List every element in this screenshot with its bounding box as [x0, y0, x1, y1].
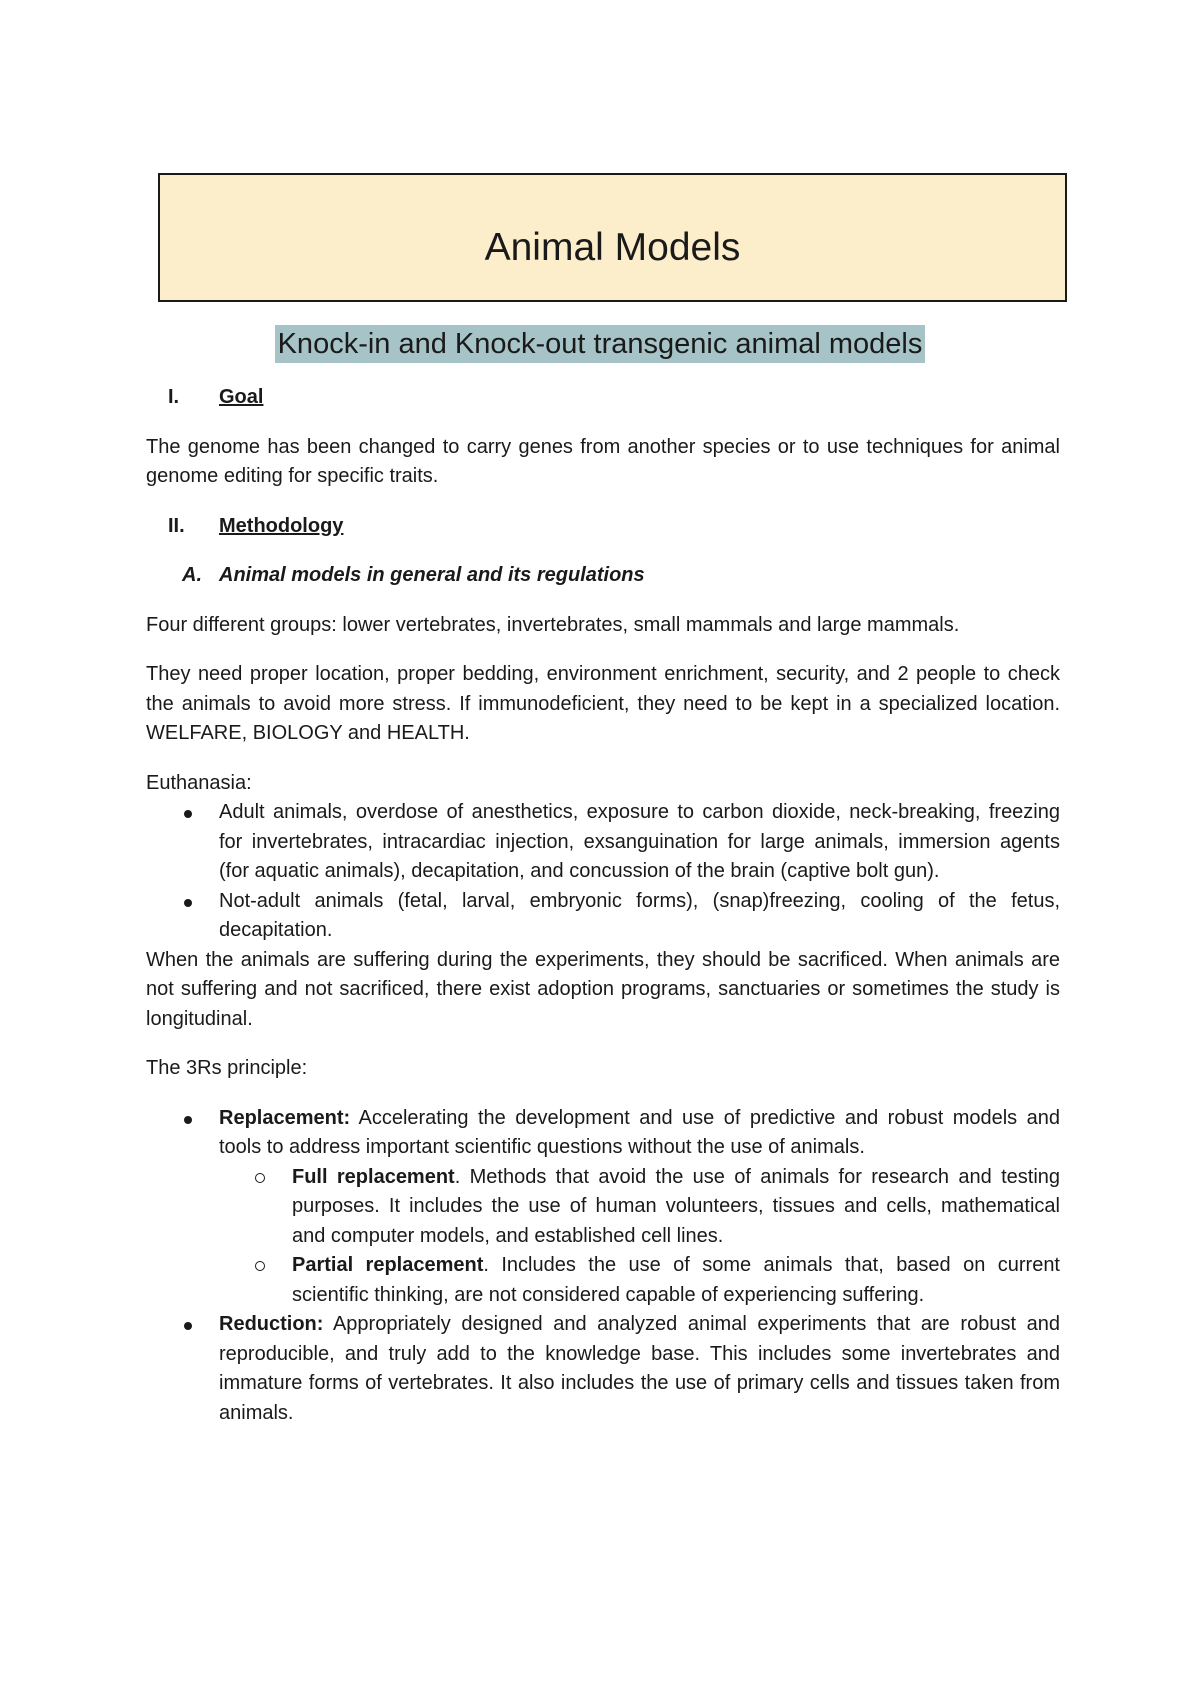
three-rs-label: The 3Rs principle:: [146, 1057, 308, 1079]
subsection-a-heading: [146, 561, 1060, 591]
hollow-bullet-icon: [255, 1261, 265, 1271]
section-methodology-heading: [146, 512, 1060, 542]
document-title: Animal Models: [484, 225, 741, 269]
section-title: Goal: [219, 386, 264, 408]
section-number: I.: [168, 386, 180, 408]
document-body: [146, 383, 1060, 1428]
term-replacement: Replacement:: [219, 1106, 351, 1129]
list-item-text: Not-adult animals (fetal, larval, embryonic forms), (snap)freezing, cooling of the fetus, decapitation.: [219, 889, 1060, 941]
list-item-partial-replacement: [219, 1251, 1060, 1310]
term-reduction: Reduction:: [219, 1313, 324, 1335]
suffering-paragraph: When the animals are suffering during the experiments, they should be sacrificed. When animals are not suffering and not sacrificed, there exist adoption programs, sanctuaries or sometimes the study is longitudinal.: [146, 948, 1060, 1030]
subsection-number: A.: [182, 564, 202, 586]
title-box: [158, 173, 1067, 302]
section-title: Methodology: [219, 514, 344, 537]
list-item: [146, 798, 1060, 887]
bullet-icon: [184, 1322, 192, 1330]
goal-paragraph: The genome has been changed to carry genes from another species or to use techniques for animal genome editing for specific traits.: [146, 435, 1060, 487]
three-rs-list: [146, 1104, 1060, 1429]
replacement-text: Accelerating the development and use of predictive and robust models and tools to address important scientific questions without the use of animals.: [219, 1106, 1060, 1158]
partial-replacement-text: . Includes the use of some animals that, based on current scientific thinking, are not considered capable of experiencing suffering.: [292, 1254, 1060, 1306]
list-item-reduction: [146, 1310, 1060, 1428]
subsection-title: Animal models in general and its regulations: [219, 564, 645, 586]
list-item-replacement: [146, 1104, 1060, 1311]
hollow-bullet-icon: [255, 1173, 265, 1183]
term-partial-replacement: Partial replacement: [292, 1254, 484, 1276]
groups-paragraph: Four different groups: lower vertebrates, invertebrates, small mammals and large mammals.: [146, 613, 960, 636]
reduction-text: Appropriately designed and analyzed animal experiments that are robust and reproducible, and truly add to the knowledge base. This includes some invertebrates and immature forms of vertebrates. It also includes the use of primary cells and tissues taken from animals.: [219, 1313, 1060, 1424]
bullet-icon: [184, 899, 192, 907]
replacement-sublist: [219, 1163, 1060, 1311]
needs-paragraph: They need proper location, proper bedding, environment enrichment, security, and 2 people to check the animals to avoid more stress. If immunodeficient, they need to be kept in a specialized location. WELFARE, BIOLOGY and HEALTH.: [146, 663, 1060, 744]
bullet-icon: [184, 810, 192, 818]
list-item-text: Adult animals, overdose of anesthetics, exposure to carbon dioxide, neck-breaking, freezing for invertebrates, intracardiac injection, exsanguination for large animals, immersion agents (for aquatic animals), decapitation, and concussion of the brain (captive bolt gun).: [219, 801, 1060, 882]
bullet-icon: [184, 1116, 192, 1124]
subtitle-wrap: [0, 325, 1200, 363]
full-replacement-text: . Methods that avoid the use of animals for research and testing purposes. It includes the use of human volunteers, tissues and cells, mathematical and computer models, and established cell lines.: [292, 1165, 1061, 1247]
list-item: [146, 887, 1060, 946]
section-goal-heading: [146, 383, 1060, 413]
section-number: II.: [168, 514, 185, 537]
list-item-full-replacement: [219, 1163, 1060, 1252]
euthanasia-label: Euthanasia:: [146, 771, 252, 794]
document-subtitle: Knock-in and Knock-out transgenic animal models: [275, 325, 926, 363]
euthanasia-list: [146, 798, 1060, 946]
term-full-replacement: Full replacement: [292, 1165, 455, 1188]
